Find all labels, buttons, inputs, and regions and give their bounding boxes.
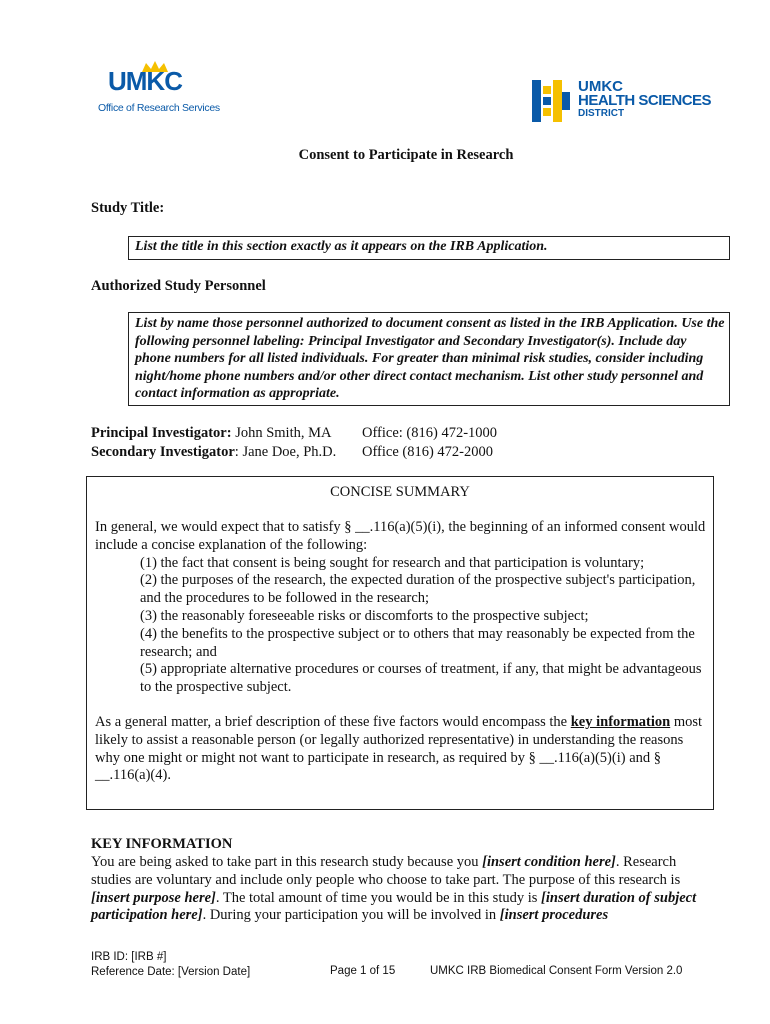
si-label: Secondary Investigator bbox=[91, 443, 235, 460]
concise-summary-closing bbox=[95, 714, 707, 785]
summary-item-1: (1) the fact that consent is being sought for research and that participation is voluntary; bbox=[140, 554, 645, 571]
footer-form-version: UMKC IRB Biomedical Consent Form Version 2.0 bbox=[430, 965, 683, 977]
pi-name: John Smith, MA bbox=[231, 425, 332, 441]
document-title: Consent to Participate in Research bbox=[298, 147, 514, 163]
authorized-personnel-label: Authorized Study Personnel bbox=[91, 278, 266, 294]
summary-item-5: (5) appropriate alternative procedures or courses of treatment, if any, that might be advantageous to the prospective subject. bbox=[140, 661, 702, 696]
ki-placeholder-duration: [insert duration of subject participation here] bbox=[91, 889, 697, 924]
personnel-instruction-box bbox=[128, 312, 730, 406]
umkc-subtitle: Office of Research Services bbox=[98, 102, 220, 114]
health-sciences-mark-icon bbox=[532, 80, 572, 122]
hs-line3: DISTRICT bbox=[578, 108, 625, 119]
personnel-instruction: List by name those personnel authorized to document consent as listed in the IRB Application. Use the following personnel labeling: Principal Investigator and Secondary Investigator(s). Include day phone numbers for all listed individuals. For greater than minimal risk studies, consider including night/home phone numbers and/or other direct contact mechanism. List other study personnel and contact information as appropriate. bbox=[135, 316, 725, 402]
study-title-label: Study Title: bbox=[91, 200, 165, 216]
footer-reference-date: Reference Date: [Version Date] bbox=[91, 966, 251, 978]
closing-pre: As a general matter, a brief description of these five factors would encompass the bbox=[95, 713, 571, 730]
footer-left bbox=[91, 950, 250, 980]
secondary-investigator-row bbox=[91, 443, 494, 462]
ki-placeholder-condition: [insert condition here] bbox=[482, 854, 616, 870]
ki-placeholder-purpose: [insert purpose here] bbox=[91, 889, 216, 906]
concise-summary-intro: In general, we would expect that to satisfy § __.116(a)(5)(i), the beginning of an informed consent would include a concise explanation of the following: bbox=[95, 519, 706, 553]
concise-summary-body bbox=[95, 519, 707, 785]
si-name: : Jane Doe, Ph.D. bbox=[234, 443, 337, 460]
footer-irb-id: IRB ID: [IRB #] bbox=[91, 951, 167, 963]
closing-post: most likely to assist a reasonable person (or legally authorized representative) in understanding the reasons why one might or might not want to participate in research, as required by § __.116(a)(5)(i) and § __.116(a)(4). bbox=[95, 713, 703, 784]
study-title-instruction: List the title in this section exactly as it appears on the IRB Application. bbox=[135, 239, 548, 254]
pi-phone: Office: (816) 472-1000 bbox=[362, 425, 498, 441]
summary-item-2: (2) the purposes of the research, the expected duration of the prospective subject's participation, and the procedures to be followed in the research; bbox=[140, 572, 696, 607]
key-information-link[interactable]: key information bbox=[570, 713, 671, 730]
pi-label: Principal Investigator: bbox=[91, 425, 232, 441]
si-phone: Office (816) 472-2000 bbox=[362, 443, 494, 460]
concise-summary-box bbox=[86, 476, 714, 810]
concise-summary-heading: CONCISE SUMMARY bbox=[330, 484, 470, 500]
hs-line2: HEALTH SCIENCES bbox=[578, 92, 712, 109]
hs-line1: UMKC bbox=[578, 78, 623, 95]
health-sciences-logo bbox=[532, 80, 712, 124]
ki-text-3: . The total amount of time you would be in this study is bbox=[215, 889, 542, 906]
principal-investigator-row bbox=[91, 424, 498, 443]
umkc-wordmark: UMKC bbox=[108, 66, 182, 96]
footer-page-number: Page 1 of 15 bbox=[330, 965, 396, 977]
ki-text-2: . Research studies are voluntary and include only people who choose to take part. The purpose of this research is bbox=[91, 854, 681, 888]
ki-text-4: . During your participation you will be involved in bbox=[202, 907, 500, 924]
study-title-box bbox=[128, 236, 730, 260]
summary-item-3: (3) the reasonably foreseeable risks or discomforts to the prospective subject; bbox=[140, 607, 589, 624]
umkc-logo bbox=[98, 60, 220, 120]
key-information-body bbox=[91, 854, 711, 925]
summary-item-4: (4) the benefits to the prospective subject or to others that may reasonably be expected from the research; and bbox=[140, 625, 695, 660]
ki-text-1: You are being asked to take part in this research study because you bbox=[91, 854, 483, 870]
investigators bbox=[91, 424, 498, 461]
key-information-heading: KEY INFORMATION bbox=[91, 836, 233, 852]
ki-placeholder-procedures: [insert procedures bbox=[499, 907, 609, 924]
